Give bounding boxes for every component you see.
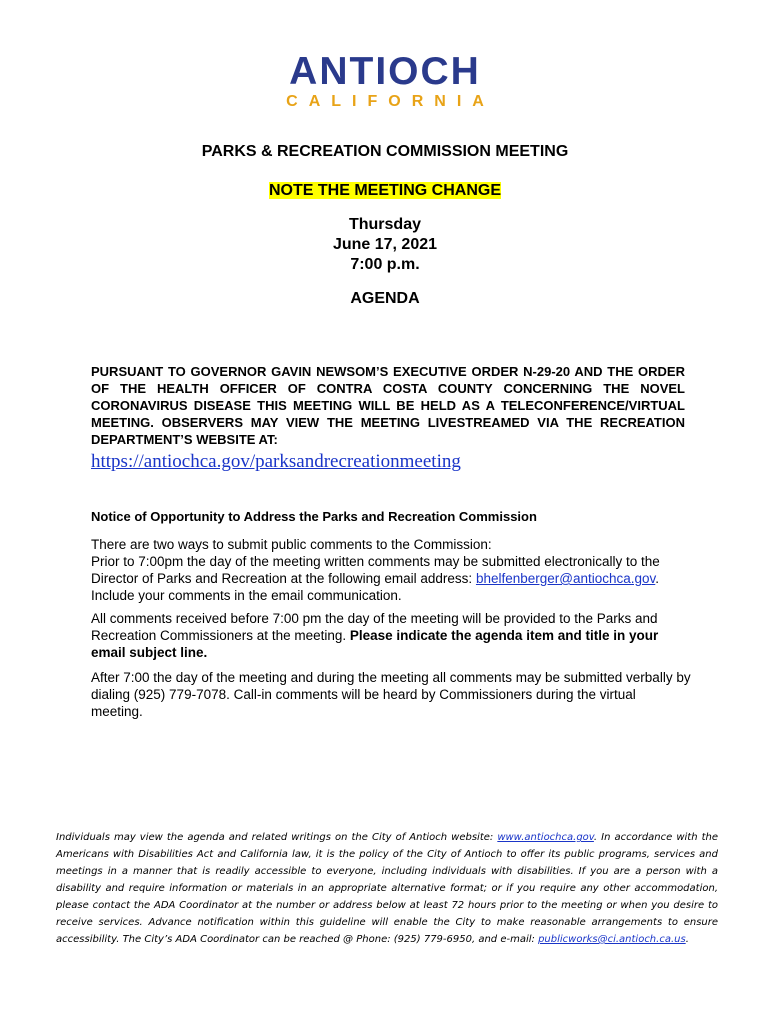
- ada-notice: [56, 829, 718, 948]
- highlighted-note: NOTE THE MEETING CHANGE: [268, 182, 501, 199]
- written-comment-text: Prior to 7:00pm the day of the meeting written comments may be submitted electronically to the Director of Parks and Recreation at the following email address:: [91, 554, 660, 586]
- meeting-date-block: [0, 215, 770, 275]
- email-instruction: . Include your comments in the email communication.: [91, 571, 660, 603]
- ada-body: . In accordance with the Americans with Disabilities Act and California law, it is the policy of the City of Antioch to offer its public programs, services and meetings in a manner that is readily accessible to everyone, including individuals with disabilities. If you are a person with a disability and require information or materials in an appropriate alternative format; or if you require any other accommodation, please contact the ADA Coordinator at the number or address below at least 72 hours prior to the meeting or when you desire to receive services. Advance notification within this guideline will enable the City to make reasonable arrangements to ensure accessibility. The City’s ADA Coordinator can be reached @ Phone: (925) 779-6950, and e-mail:: [56, 832, 718, 945]
- comment-methods-paragraph: [91, 536, 691, 604]
- meeting-date: June 17, 2021: [332, 236, 438, 253]
- call-in-text: After 7:00 the day of the meeting and during the meeting all comments may be submitted verbally by dialing (925) 779-7078.: [91, 670, 691, 702]
- comments-received-text: All comments received before 7:00 pm the day of the meeting will be provided to the Parks and Recreation Commissioners at the meeting.: [91, 611, 658, 643]
- meeting-title: PARKS & RECREATION COMMISSION MEETING: [201, 143, 569, 160]
- agenda-heading: AGENDA: [350, 290, 420, 307]
- ada-email-link[interactable]: publicworks@ci.antioch.ca.us: [538, 934, 686, 945]
- executive-order-notice: PURSUANT TO GOVERNOR GAVIN NEWSOM’S EXECUTIVE ORDER N-29-20 AND THE ORDER OF THE HEALTH OFFICER OF CONTRA COSTA COUNTY CONCERNING THE NOVEL CORONAVIRUS DISEASE THIS MEETING WILL BE HELD AS A TELECONFERENCE/VIRTUAL MEETING. OBSERVERS MAY VIEW THE MEETING LIVESTREAMED VIA THE RECREATION DEPARTMENT’S WEBSITE AT:: [91, 364, 685, 447]
- ada-intro: Individuals may view the agenda and related writings on the City of Antioch website:: [56, 832, 494, 843]
- director-email-link[interactable]: bhelfenberger@antiochca.gov: [475, 571, 656, 586]
- city-logo: [0, 52, 770, 111]
- comments-received-paragraph: [91, 610, 691, 661]
- call-in-paragraph: [91, 669, 691, 720]
- logo-wordmark: ANTIOCH: [289, 50, 481, 93]
- meeting-time: 7:00 p.m.: [350, 256, 420, 273]
- city-website-link[interactable]: www.antiochca.gov: [497, 832, 594, 843]
- livestream-link[interactable]: https://antiochca.gov/parksandrecreationmeeting: [91, 451, 461, 472]
- comment-intro: There are two ways to submit public comments to the Commission:: [91, 537, 492, 552]
- ada-end: .: [685, 934, 689, 945]
- notice-heading: Notice of Opportunity to Address the Parks and Recreation Commission: [91, 509, 537, 524]
- subject-line-instruction: Please indicate the agenda item and title in your email subject line.: [91, 628, 659, 660]
- meeting-day: Thursday: [348, 216, 421, 233]
- meeting-change-note: [0, 182, 770, 200]
- logo-region: CALIFORNIA: [286, 93, 495, 110]
- call-in-note: Call-in comments will be heard by Commissioners during the virtual meeting.: [91, 687, 636, 719]
